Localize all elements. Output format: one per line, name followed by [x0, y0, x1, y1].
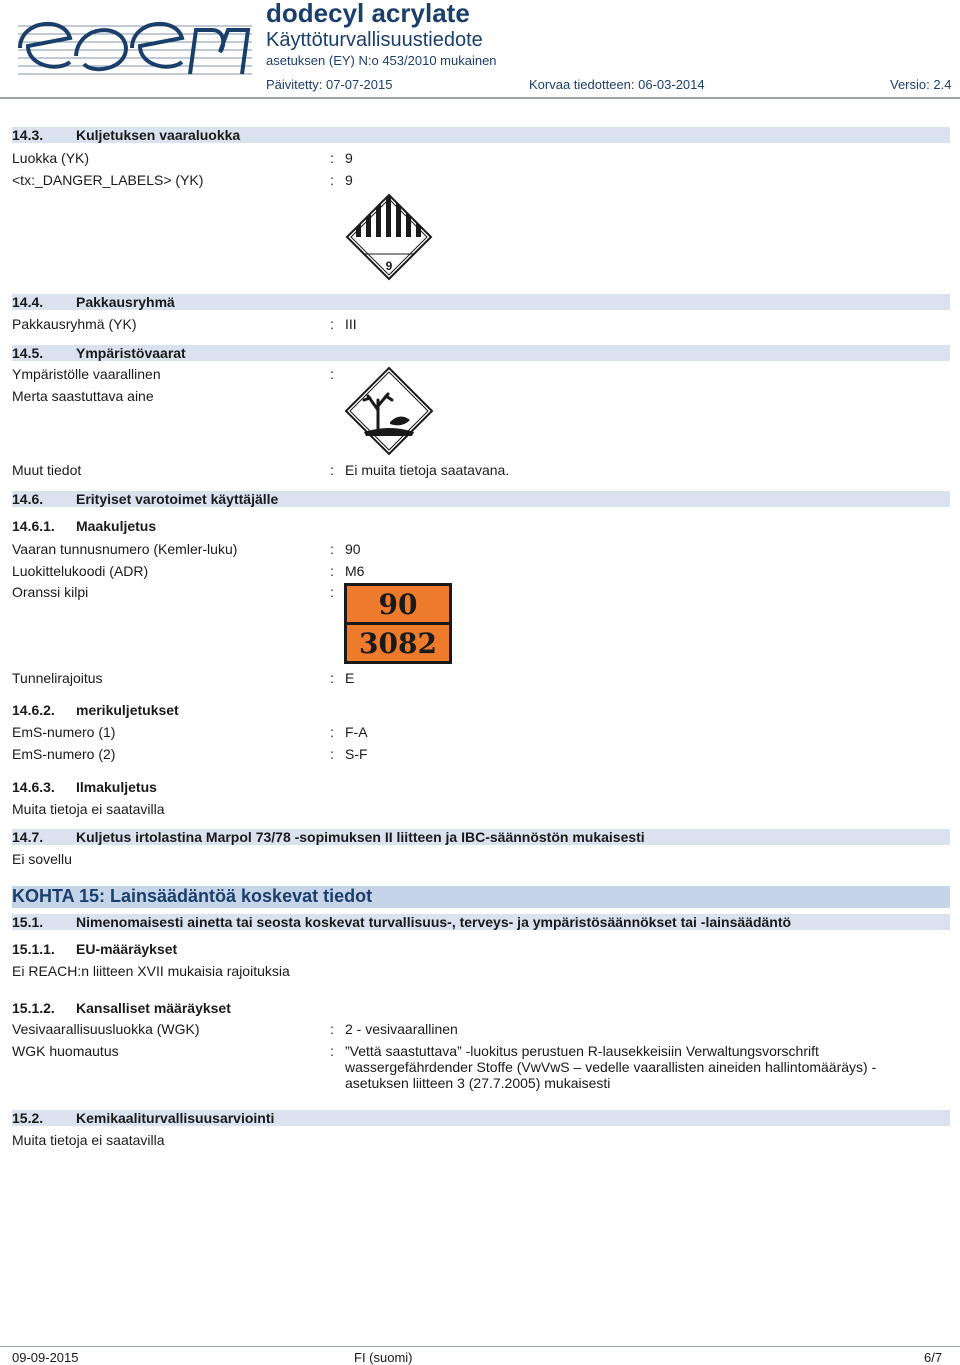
info-text: Ei REACH:n liitteen XVII mukaisia rajoituksia [12, 963, 290, 979]
field-colon: : [330, 541, 334, 557]
section-number: 14.7. [12, 829, 44, 845]
section-number: 15.1. [12, 914, 44, 930]
section-title: Erityiset varotoimet käyttäjälle [76, 491, 279, 507]
ecem-logo [14, 8, 256, 84]
subsection-number: 15.1.2. [12, 1000, 55, 1016]
field-value: E [345, 670, 355, 686]
field-label: WGK huomautus [12, 1043, 119, 1059]
field-label: EmS-numero (1) [12, 724, 116, 740]
field-label: Muut tiedot [12, 462, 82, 478]
field-label: Vaaran tunnusnumero (Kemler-luku) [12, 541, 238, 557]
section-number: 14.4. [12, 294, 44, 310]
hazard-id-number: 90 [347, 586, 449, 622]
info-text: Muita tietoja ei saatavilla [12, 1132, 165, 1148]
field-colon: : [330, 563, 334, 579]
field-value: ”Vettä saastuttava” -luokitus perustuen R-lausekkeisiin Verwaltungsvorschrift wassergefährdender Stoffe (VwVwS – vedelle vaarallisten aineiden hallintomääräys) - asetuksen liitteen 3 (27.7.2005) mukaisesti [345, 1043, 877, 1091]
field-colon: : [330, 724, 334, 740]
field-colon: : [330, 1043, 334, 1059]
field-value: S-F [345, 746, 368, 762]
section-number: 15.2. [12, 1110, 44, 1126]
section-title: Kuljetuksen vaaraluokka [76, 127, 241, 143]
field-colon: : [330, 150, 334, 166]
field-label: Merta saastuttava aine [12, 388, 154, 404]
section-title: Pakkausryhmä [76, 294, 175, 310]
section-number: 14.3. [12, 127, 44, 143]
field-colon: : [330, 366, 334, 382]
field-colon: : [330, 1021, 334, 1037]
field-colon: : [330, 462, 334, 478]
field-label: Pakkausryhmä (YK) [12, 316, 137, 332]
section-heading: KOHTA 15: Lainsäädäntöä koskevat tiedot [12, 886, 373, 906]
un-number: 3082 [347, 625, 449, 661]
info-text: Ei sovellu [12, 851, 72, 867]
document-type: Käyttöturvallisuustiedote [266, 29, 483, 51]
updated-date: Päivitetty: 07-07-2015 [266, 77, 393, 92]
field-value: F-A [345, 724, 368, 740]
info-text: Muita tietoja ei saatavilla [12, 801, 165, 817]
field-label: <tx:_DANGER_LABELS> (YK) [12, 172, 204, 188]
field-value: 90 [345, 541, 361, 557]
subsection-number: 14.6.3. [12, 779, 55, 795]
footer-divider [0, 1346, 960, 1347]
hazard-class-number: 9 [385, 259, 393, 273]
field-colon: : [330, 584, 334, 600]
field-colon: : [330, 172, 334, 188]
subsection-number: 14.6.2. [12, 702, 55, 718]
footer-date: 09-09-2015 [12, 1350, 79, 1365]
replaces-date: Korvaa tiedotteen: 06-03-2014 [529, 77, 705, 92]
subsection-number: 14.6.1. [12, 518, 55, 534]
field-colon: : [330, 670, 334, 686]
field-value: 2 - vesivaarallinen [345, 1021, 458, 1037]
regulation-text: asetuksen (EY) N:o 453/2010 mukainen [266, 53, 497, 68]
section-number: 14.5. [12, 345, 44, 361]
field-label: Ympäristölle vaarallinen [12, 366, 161, 382]
subsection-title: EU-määräykset [76, 941, 178, 957]
field-colon: : [330, 316, 334, 332]
environmental-hazard-diamond-icon [344, 366, 434, 456]
product-name: dodecyl acrylate [266, 0, 470, 28]
section-title: Kemikaaliturvallisuusarviointi [76, 1110, 275, 1126]
header-divider [0, 97, 960, 99]
page-number: 6/7 [924, 1350, 943, 1365]
section-title: Nimenomaisesti ainetta tai seosta koskevat turvallisuus-, terveys- ja ympäristösäännökset tai -lainsäädäntö [76, 914, 792, 930]
field-label: Oranssi kilpi [12, 584, 89, 600]
class-9-hazard-diamond-icon [344, 192, 434, 282]
field-label: Luokka (YK) [12, 150, 90, 166]
section-title: Ympäristövaarat [76, 345, 186, 361]
field-label: Vesivaarallisuusluokka (WGK) [12, 1021, 200, 1037]
field-value: M6 [345, 563, 365, 579]
field-label: Tunnelirajoitus [12, 670, 103, 686]
field-value: Ei muita tietoja saatavana. [345, 462, 510, 478]
field-label: Luokittelukoodi (ADR) [12, 563, 149, 579]
version: Versio: 2.4 [890, 77, 952, 92]
field-label: EmS-numero (2) [12, 746, 116, 762]
field-value: 9 [345, 150, 353, 166]
footer-language: FI (suomi) [354, 1350, 413, 1365]
field-colon: : [330, 746, 334, 762]
orange-hazard-plate [344, 583, 452, 664]
subsection-title: Ilmakuljetus [76, 779, 157, 795]
section-number: 14.6. [12, 491, 44, 507]
subsection-title: Kansalliset määräykset [76, 1000, 231, 1016]
section-title: Kuljetus irtolastina Marpol 73/78 -sopimuksen II liitteen ja IBC-säännöstön mukaisesti [76, 829, 645, 845]
subsection-title: merikuljetukset [76, 702, 179, 718]
subsection-number: 15.1.1. [12, 941, 55, 957]
subsection-title: Maakuljetus [76, 518, 157, 534]
field-value: III [345, 316, 357, 332]
field-value: 9 [345, 172, 353, 188]
